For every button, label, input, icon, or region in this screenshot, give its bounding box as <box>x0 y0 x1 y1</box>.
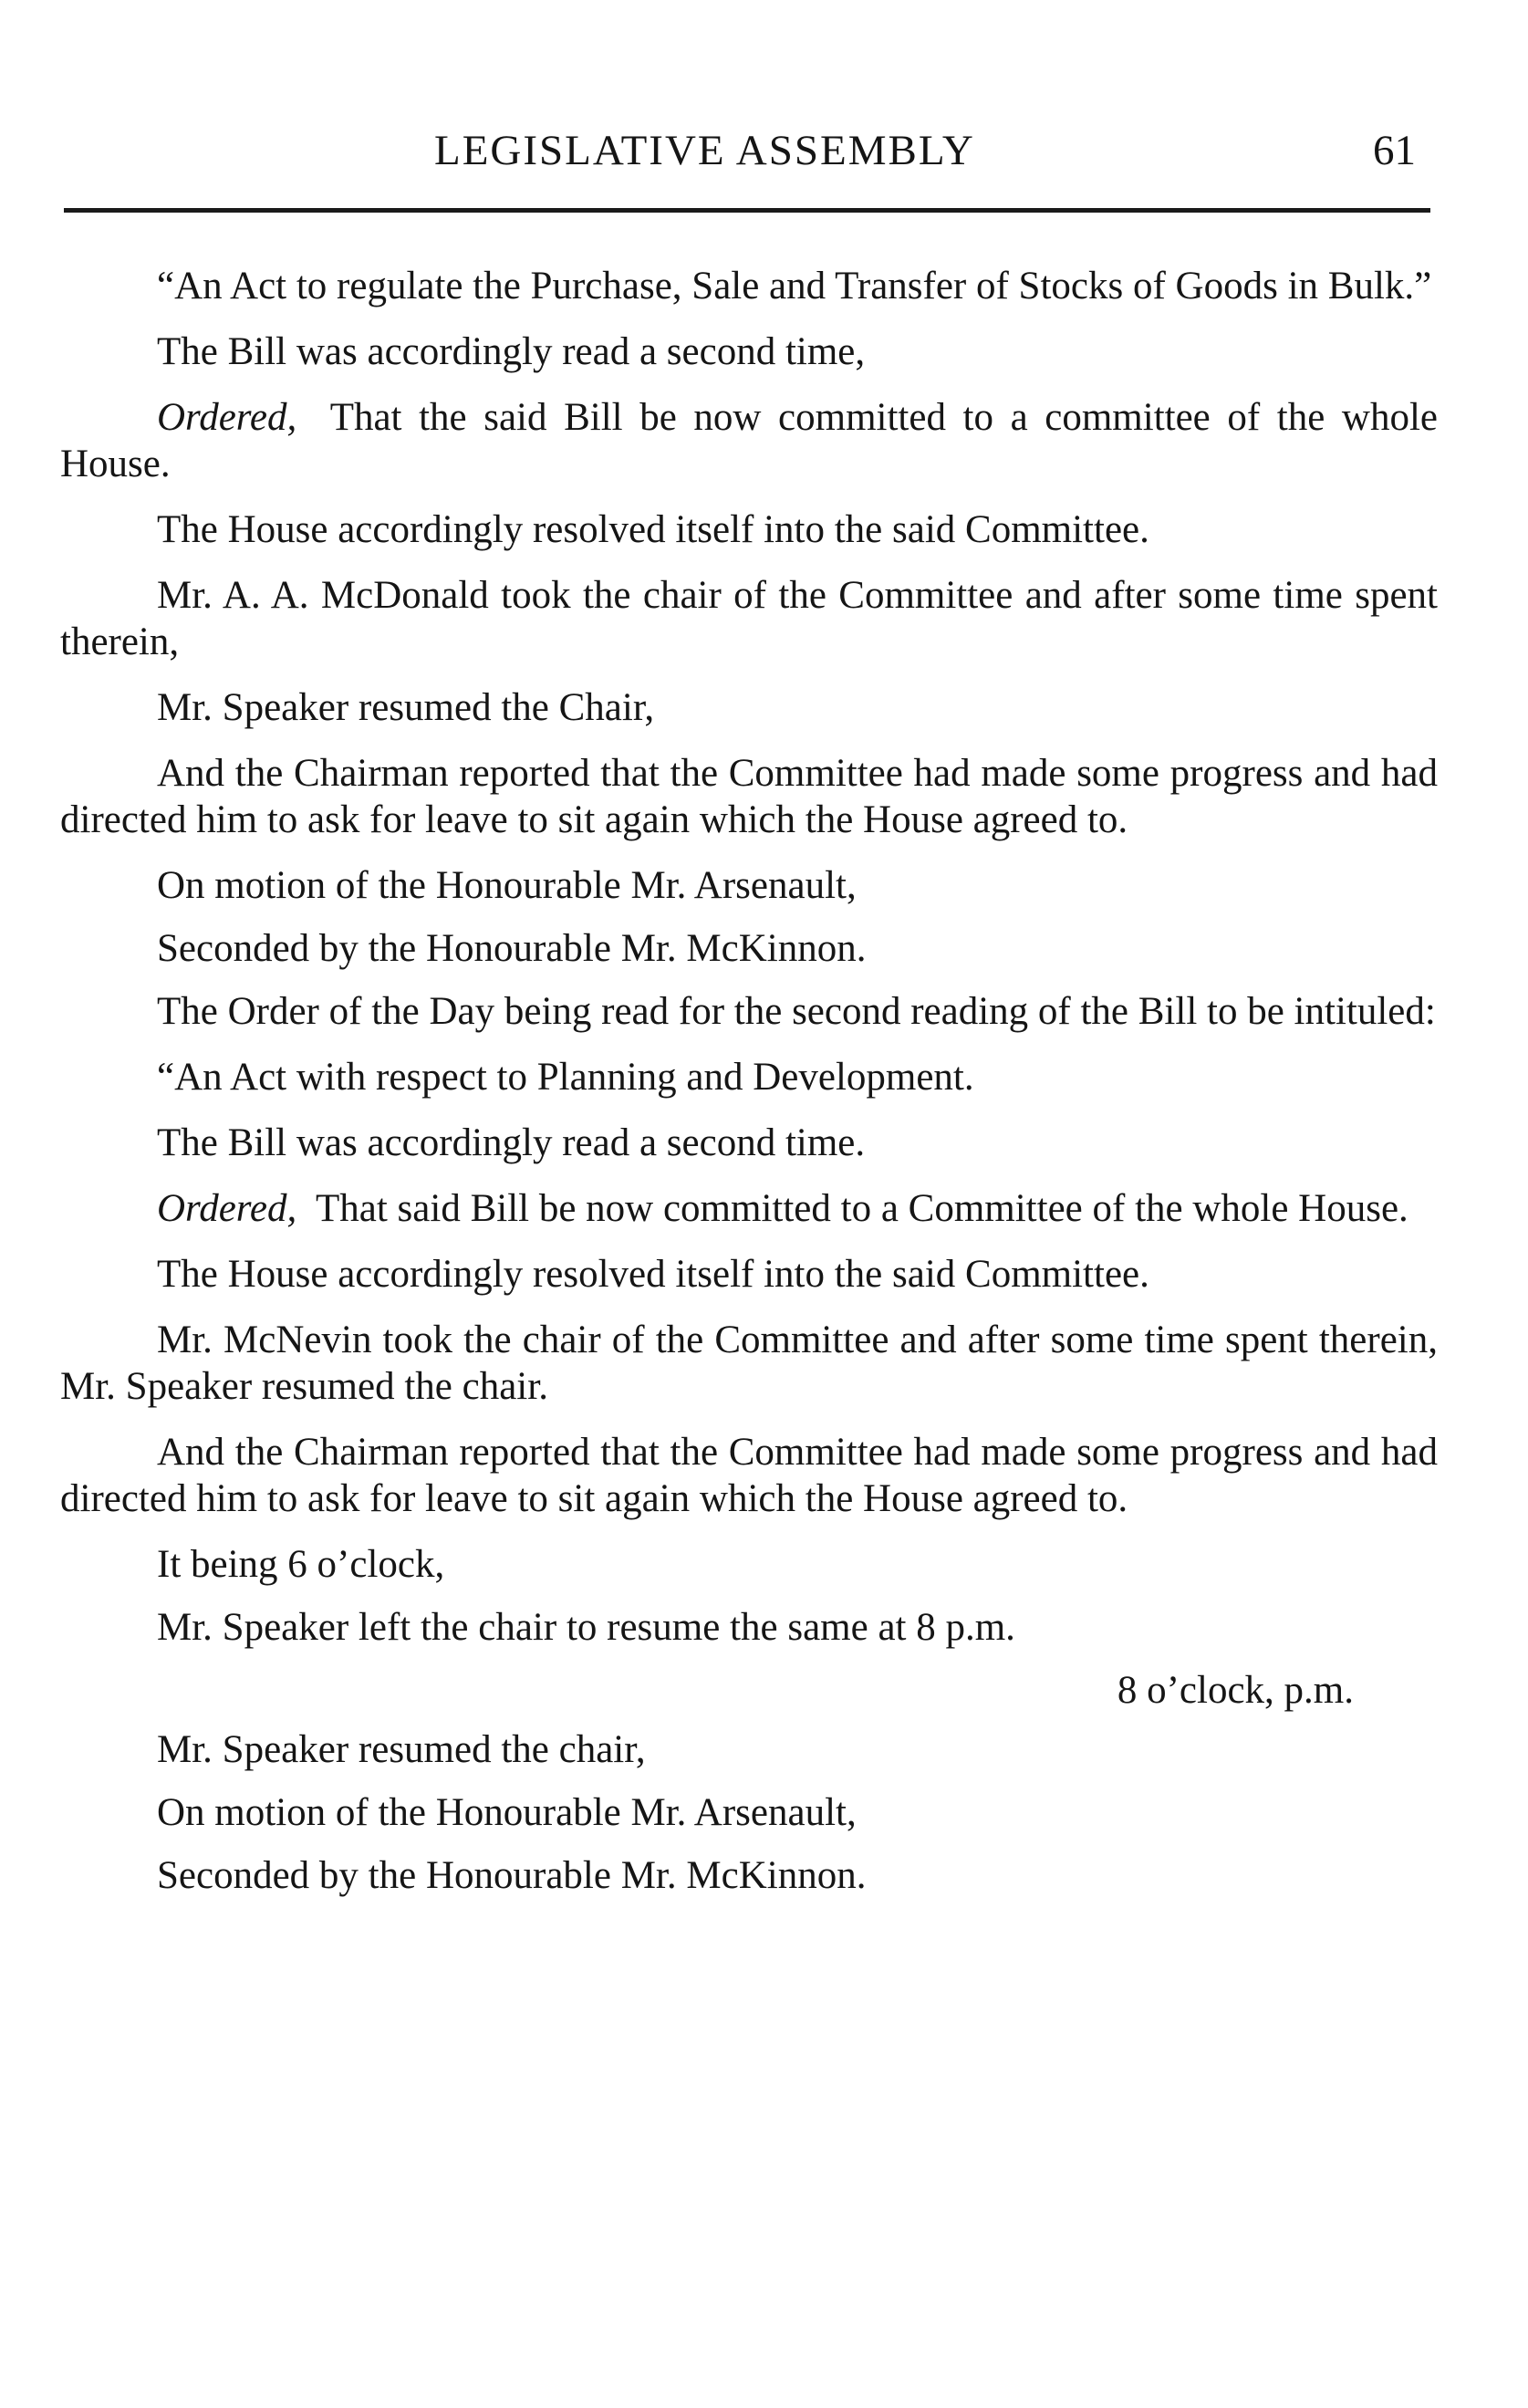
paragraph: And the Chairman reported that the Committee had made some progress and had directed him to ask for leave to sit again which the House agreed to. <box>60 1431 1438 1520</box>
ordered-paragraph: Ordered, That the said Bill be now committed to a committee of the whole House. <box>60 396 1438 485</box>
paragraph: The Order of the Day being read for the second reading of the Bill to be intituled: <box>157 990 1436 1033</box>
paragraph: Mr. Speaker left the chair to resume the same at 8 p.m. <box>157 1606 1015 1649</box>
paragraph: Mr. Speaker resumed the Chair, <box>157 686 655 729</box>
paragraph: On motion of the Honourable Mr. Arsenault, <box>157 864 857 907</box>
paragraph: Mr. A. A. McDonald took the chair of the Committee and after some time spent therein, <box>60 574 1438 663</box>
journal-body <box>60 263 1438 1915</box>
paragraph: “An Act with respect to Planning and Development. <box>157 1056 974 1099</box>
paragraph: The Bill was accordingly read a second time. <box>157 1121 866 1164</box>
paragraph: On motion of the Honourable Mr. Arsenault, <box>157 1791 857 1834</box>
ordered-paragraph: Ordered, That said Bill be now committed to a Committee of the whole House. <box>157 1187 1408 1230</box>
ordered-label: Ordered, <box>157 396 297 439</box>
ordered-label: Ordered, <box>157 1187 297 1230</box>
paragraph: Seconded by the Honourable Mr. McKinnon. <box>157 1854 867 1897</box>
paragraph: The House accordingly resolved itself into the said Committee. <box>157 1253 1149 1296</box>
paragraph: Mr. Speaker resumed the chair, <box>157 1728 646 1771</box>
header-rule <box>64 208 1430 213</box>
time-marker: 8 o’clock, p.m. <box>1117 1669 1354 1712</box>
page-number: 61 <box>1373 127 1416 174</box>
paragraph: And the Chairman reported that the Committee had made some progress and had directed him to ask for leave to sit again which the House agreed to. <box>60 752 1438 841</box>
paragraph: The Bill was accordingly read a second time, <box>157 330 866 373</box>
paragraph: It being 6 o’clock, <box>157 1543 445 1586</box>
paragraph: Mr. McNevin took the chair of the Committee and after some time spent therein, Mr. Speaker resumed the chair. <box>60 1319 1438 1408</box>
paragraph: Seconded by the Honourable Mr. McKinnon. <box>157 927 867 970</box>
page-header <box>0 126 1528 181</box>
paragraph: “An Act to regulate the Purchase, Sale and Transfer of Stocks of Goods in Bulk.” <box>157 265 1432 308</box>
running-title: LEGISLATIVE ASSEMBLY <box>434 127 975 174</box>
paragraph: The House accordingly resolved itself into the said Committee. <box>157 508 1149 551</box>
